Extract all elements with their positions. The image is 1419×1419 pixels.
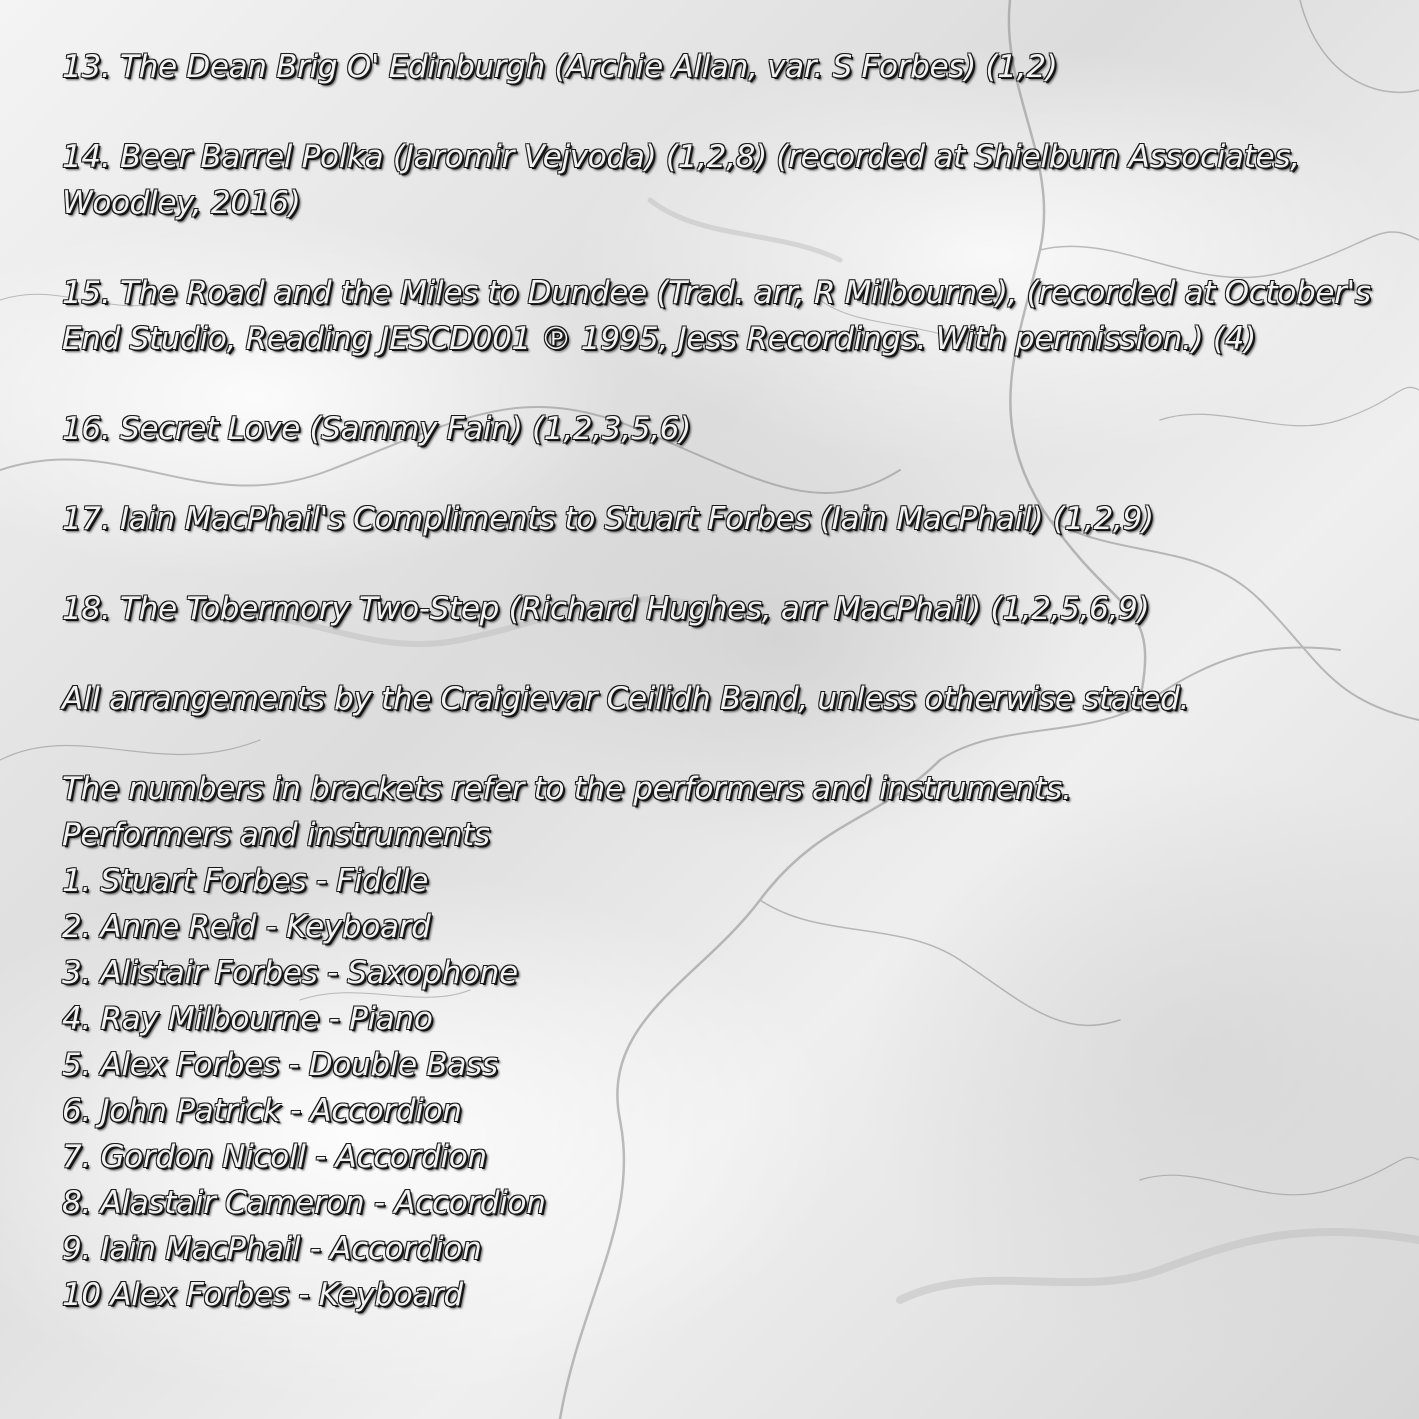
- performer-2: 2. Anne Reid - Keyboard: [62, 909, 431, 945]
- performer-8: 8. Alastair Cameron - Accordion: [62, 1185, 546, 1221]
- track-15: 15. The Road and the Miles to Dundee (Trad. arr, R Milbourne), (recorded at October's End Studio, Reading JESCD001 ℗ 1995, Jess Recordings. With permission.) (4): [62, 275, 1371, 357]
- performer-10: 10 Alex Forbes - Keyboard: [62, 1277, 463, 1313]
- performer-7: 7. Gordon Nicoll - Accordion: [62, 1139, 487, 1175]
- performers-legend: [62, 766, 1402, 1318]
- performer-4: 4. Ray Milbourne - Piano: [62, 1001, 433, 1037]
- arrangements-note: All arrangements by the Craigievar Ceilidh Band, unless otherwise stated.: [62, 681, 1190, 717]
- track-14: 14. Beer Barrel Polka (Jaromir Vejvoda) (1,2,8) (recorded at Shielburn Associates, Woodley, 2016): [62, 139, 1300, 221]
- performer-1: 1. Stuart Forbes - Fiddle: [62, 863, 428, 899]
- performer-5: 5. Alex Forbes - Double Bass: [62, 1047, 498, 1083]
- legend-intro: The numbers in brackets refer to the performers and instruments.: [62, 771, 1072, 807]
- track-listing: [62, 44, 1402, 1318]
- performer-6: 6. John Patrick - Accordion: [62, 1093, 462, 1129]
- legend-heading: Performers and instruments: [62, 817, 490, 853]
- track-13: 13. The Dean Brig O' Edinburgh (Archie Allan, var. S Forbes) (1,2): [62, 49, 1058, 85]
- performer-3: 3. Alistair Forbes - Saxophone: [62, 955, 518, 991]
- track-17: 17. Iain MacPhail's Compliments to Stuart Forbes (Iain MacPhail) (1,2,9): [62, 501, 1154, 537]
- track-16: 16. Secret Love (Sammy Fain) (1,2,3,5,6): [62, 411, 691, 447]
- performer-9: 9. Iain MacPhail - Accordion: [62, 1231, 482, 1267]
- track-18: 18. The Tobermory Two-Step (Richard Hughes, arr MacPhail) (1,2,5,6,9): [62, 591, 1150, 627]
